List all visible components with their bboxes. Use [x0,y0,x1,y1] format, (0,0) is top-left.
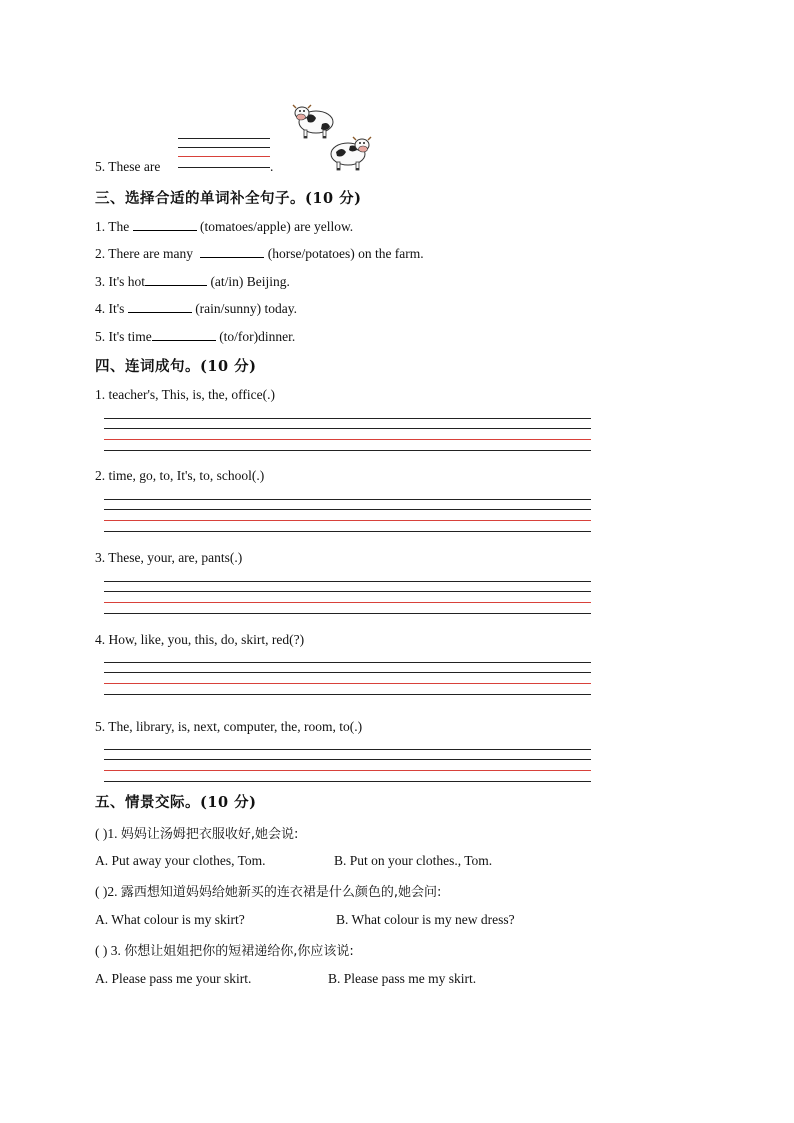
fill-item: 2. There are many (horse/potatoes) on the farm. [95,246,424,261]
section5-heading: 五、情景交际。(10 分) [95,794,257,811]
answer-blank[interactable] [200,245,264,258]
word-order-item: 4. How, like, you, this, do, skirt, red(?) [95,632,305,647]
option-a: A. Please pass me your skirt. [95,971,252,986]
cow-question [95,159,160,175]
answer-blank[interactable] [128,300,192,313]
option-b: B. What colour is my new dress? [336,912,515,927]
four-line-answer-box[interactable] [178,138,270,168]
answer-paren[interactable]: ( ) 3. [95,943,121,958]
four-line-answer-box[interactable] [104,418,591,452]
answer-paren[interactable]: ( )2. [95,884,118,899]
answer-blank[interactable] [133,218,197,231]
four-line-answer-box[interactable] [104,662,591,696]
four-line-answer-box[interactable] [104,499,591,533]
dialogue-question: ( ) 3. 你想让姐姐把你的短裙递给你,你应该说: [95,943,354,959]
word-order-item: 1. teacher's, This, is, the, office(.) [95,387,276,402]
cow-question-text: 5. These are [95,159,161,174]
dialogue-question: ( )1. 妈妈让汤姆把衣服收好,她会说: [95,826,299,842]
option-a: A. What colour is my skirt? [95,912,245,927]
option-a: A. Put away your clothes, Tom. [95,853,266,868]
word-order-item: 2. time, go, to, It's, to, school(.) [95,468,265,483]
section3-heading: 三、选择合适的单词补全句子。(10 分) [95,190,362,207]
answer-paren[interactable]: ( )1. [95,826,118,841]
fill-item: 5. It's time (to/for)dinner. [95,329,296,344]
dialogue-question: ( )2. 露西想知道妈妈给她新买的连衣裙是什么颜色的,她会问: [95,884,442,900]
fill-item: 4. It's (rain/sunny) today. [95,301,298,316]
cow-question-period: . [270,159,274,174]
four-line-answer-box[interactable] [104,581,591,615]
option-b: B. Put on your clothes., Tom. [334,853,493,868]
answer-blank[interactable] [145,273,207,286]
cow-image-2 [328,132,372,172]
fill-item: 3. It's hot (at/in) Beijing. [95,274,290,289]
word-order-item: 3. These, your, are, pants(.) [95,550,243,565]
option-b: B. Please pass me my skirt. [328,971,477,986]
word-order-item: 5. The, library, is, next, computer, the, room, to(.) [95,719,363,734]
section4-heading: 四、连词成句。(10 分) [95,358,257,375]
fill-item: 1. The (tomatoes/apple) are yellow. [95,219,354,234]
answer-blank[interactable] [152,328,216,341]
four-line-answer-box[interactable] [104,749,591,783]
